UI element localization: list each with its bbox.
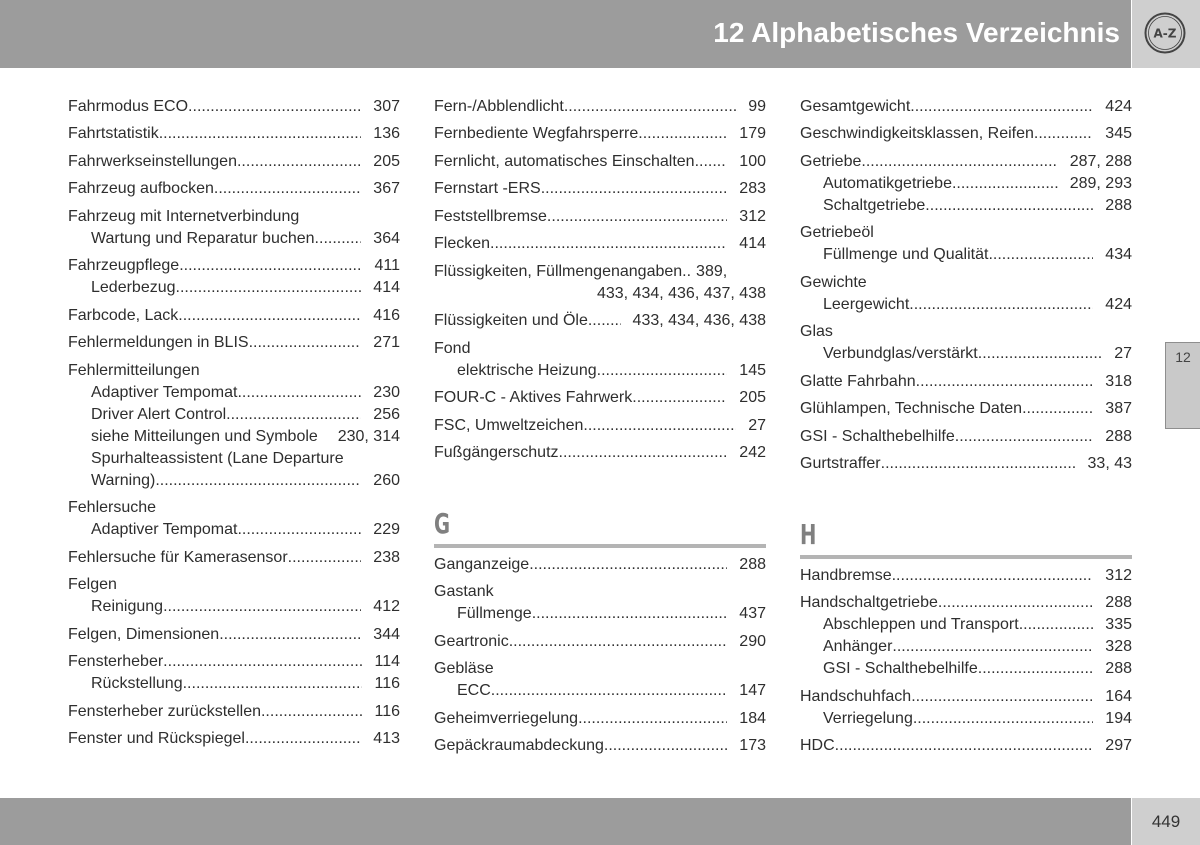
entry-label: Fond [434, 339, 471, 357]
entry-label: Fehlersuche [68, 499, 157, 516]
index-subentry [68, 277, 400, 299]
dot-leader [318, 426, 326, 448]
entry-label: Glühlampen, Technische Daten [800, 400, 1023, 417]
index-entry [68, 497, 400, 519]
entry-pages: 312 [739, 207, 766, 225]
dot-leader [183, 673, 363, 695]
entry-pages: 288 [739, 555, 766, 573]
dot-leader [245, 728, 361, 750]
entry-label: Fenster und Rückspiegel [68, 730, 245, 747]
index-entry [434, 206, 766, 228]
index-entry [68, 206, 400, 228]
entry-label: Fahrtstatistik [68, 125, 159, 142]
a-z-icon-label: A-Z [1153, 26, 1177, 41]
entry-pages: 230 [373, 383, 400, 401]
dot-leader [249, 332, 362, 354]
entry-pages: 289, 293 [1069, 174, 1132, 192]
entry-label: Fußgängerschutz [434, 444, 559, 461]
entry-pages: 335 [1105, 616, 1132, 633]
dot-leader [226, 404, 361, 426]
chapter-header-bar [0, 0, 1131, 68]
entry-label: Adaptiver Tempomat [91, 383, 238, 401]
entry-pages: 99 [748, 97, 766, 115]
entry-pages: 116 [374, 675, 400, 692]
page-number: 449 [1151, 812, 1181, 831]
dot-leader [261, 701, 363, 723]
index-subentry [68, 673, 400, 695]
dot-leader [1019, 614, 1094, 636]
entry-label: Schaltgetriebe [823, 196, 926, 214]
entry-label: Fahrzeug mit Internetverbindung [68, 207, 300, 225]
dot-leader [682, 261, 691, 283]
index-entry [800, 592, 1132, 614]
dot-leader [219, 624, 361, 646]
dot-leader [159, 123, 362, 145]
entry-label: Verriegelung [823, 709, 913, 727]
dot-leader [214, 178, 361, 200]
dot-leader [913, 708, 1093, 730]
entry-label: ECC [457, 682, 491, 699]
entry-pages: 287, 288 [1069, 152, 1132, 170]
entry-pages: 179 [739, 125, 766, 142]
dot-leader [315, 228, 362, 250]
index-entry [68, 574, 400, 596]
entry-label: Fehlermitteilungen [68, 361, 200, 379]
dot-leader [188, 96, 361, 118]
entry-label: Fahrzeug aufbocken [68, 180, 214, 197]
entry-label: siehe Mitteilungen und Symbole [91, 427, 318, 445]
dot-leader [237, 151, 361, 173]
index-subentry [800, 343, 1132, 365]
entry-label: Fahrwerkseinstellungen [68, 152, 237, 170]
entry-pages: 147 [739, 682, 766, 699]
entry-label: Felgen, Dimensionen [68, 625, 220, 643]
entry-pages: 414 [739, 235, 766, 252]
entry-pages: 364 [373, 229, 400, 247]
entry-label: Lederbezug [91, 279, 176, 296]
entry-label: Füllmenge und Qualität [823, 246, 989, 263]
index-entry [434, 415, 766, 437]
dot-leader [509, 631, 728, 653]
entry-pages: 437 [739, 605, 766, 622]
entry-pages: 433, 434, 436, 438 [632, 312, 766, 329]
entry-pages: 288 [1105, 196, 1132, 214]
entry-pages: 271 [373, 334, 400, 351]
index-subentry [800, 614, 1132, 636]
dot-leader [909, 294, 1093, 316]
dot-leader [237, 382, 361, 404]
index-subentry [800, 173, 1132, 195]
entry-label: GSI - Schalthebelhilfe [800, 427, 955, 445]
entry-label: Verbundglas/verstärkt [823, 345, 978, 362]
dot-leader [916, 371, 1094, 393]
entry-label: Füllmenge [457, 605, 532, 622]
entry-pages: 367 [373, 180, 400, 197]
entry-label: Driver Alert Control [91, 405, 227, 423]
dot-leader [163, 596, 361, 618]
dot-leader [892, 636, 1093, 658]
entry-label: Geschwindigkeitsklassen, Reifen [800, 125, 1034, 142]
entry-pages: 164 [1105, 687, 1132, 705]
index-entry [434, 310, 766, 332]
entry-label: Fahrzeugpflege [68, 257, 180, 274]
entry-label: Wartung und Reparatur buchen [91, 229, 315, 247]
index-entry [68, 96, 400, 118]
entry-pages: 116 [374, 702, 400, 720]
index-subentry [68, 426, 400, 448]
index-entry [68, 255, 400, 277]
entry-label: Handschuhfach [800, 687, 912, 705]
entry-pages: 318 [1105, 372, 1132, 390]
dot-leader [861, 151, 1057, 173]
dot-leader [1034, 123, 1093, 145]
index-subentry [800, 636, 1132, 658]
page-number-block [1132, 798, 1200, 845]
index-entry [68, 624, 400, 646]
chapter-side-tab [1165, 342, 1200, 429]
entry-label: Gurtstraffer [800, 455, 881, 472]
entry-pages: 288 [1105, 594, 1132, 611]
a-z-index-icon [1143, 11, 1187, 55]
index-subentry [800, 195, 1132, 217]
entry-pages: 229 [373, 521, 400, 538]
entry-pages: 283 [739, 180, 766, 197]
entry-label: elektrische Heizung [457, 361, 597, 379]
index-entry [68, 178, 400, 200]
dot-leader [178, 305, 361, 327]
index-subentry [434, 603, 766, 625]
entry-pages: 345 [1105, 125, 1132, 142]
entry-label: Spurhalteassistent (Lane Departure [91, 449, 344, 467]
index-entry [434, 658, 766, 680]
index-column-1 [68, 90, 400, 750]
index-entry [68, 305, 400, 327]
dot-leader [910, 96, 1093, 118]
entry-pages: 205 [373, 152, 400, 170]
entry-pages: 238 [373, 548, 400, 566]
dot-leader [604, 735, 727, 757]
index-subentry [434, 680, 766, 702]
entry-label: Gastank [434, 583, 494, 600]
dot-leader [632, 387, 727, 409]
index-entry [800, 686, 1132, 708]
entry-pages: 416 [373, 306, 400, 324]
dot-leader [529, 554, 727, 576]
index-subentry [68, 228, 400, 250]
entry-label: HDC [800, 737, 835, 754]
index-entry [68, 151, 400, 173]
entry-label: Fernlicht, automatisches Einschalten [434, 152, 695, 170]
dot-leader [588, 310, 621, 332]
index-subentry [434, 360, 766, 382]
entry-pages: 288 [1105, 660, 1132, 677]
entry-label: Geheimverriegelung [434, 709, 579, 727]
entry-pages: 242 [739, 444, 766, 461]
dot-leader [1022, 398, 1093, 420]
index-subentry [68, 519, 400, 541]
entry-pages: 290 [739, 632, 766, 650]
entry-label: Flüssigkeiten und Öle [434, 312, 588, 329]
dot-leader [541, 178, 728, 200]
index-entry [68, 547, 400, 569]
dot-leader [925, 195, 1093, 217]
index-column-2 [434, 90, 766, 757]
dot-leader [559, 442, 728, 464]
entry-label: Fensterheber zurückstellen [68, 702, 261, 720]
index-continuation [434, 283, 766, 305]
index-entry [434, 631, 766, 653]
index-entry [800, 321, 1132, 343]
entry-pages: 173 [739, 737, 766, 754]
entry-label: Fehlermeldungen in BLIS [68, 334, 249, 351]
entry-label: Anhänger [823, 638, 893, 655]
index-entry [800, 272, 1132, 294]
section-letter: H [800, 518, 817, 551]
entry-pages: 433, 434, 436, 437, 438 [596, 284, 766, 302]
dot-leader [952, 173, 1058, 195]
entry-pages: 114 [374, 653, 400, 670]
entry-label: Glatte Fahrbahn [800, 372, 916, 390]
entry-pages: 256 [373, 405, 400, 423]
dot-leader [988, 244, 1093, 266]
entry-pages: 145 [739, 361, 766, 379]
dot-leader [881, 453, 1076, 475]
entry-label: Adaptiver Tempomat [91, 521, 238, 538]
chapter-icon-block [1132, 0, 1200, 68]
section-heading-with-rule [434, 509, 766, 548]
index-entry [434, 261, 766, 283]
index-entry [434, 708, 766, 730]
entry-label: Fensterheber [68, 653, 164, 670]
entry-pages: 434 [1105, 246, 1132, 263]
dot-leader [583, 415, 736, 437]
index-entry [68, 360, 400, 382]
entry-pages: 413 [373, 730, 400, 747]
entry-label: Getriebe [800, 152, 862, 170]
entry-label: Gepäckraumabdeckung [434, 737, 604, 754]
entry-pages: 387 [1105, 400, 1132, 417]
dot-leader [547, 206, 727, 228]
index-entry [800, 96, 1132, 118]
entry-label: FSC, Umweltzeichen [434, 416, 584, 434]
entry-pages: 328 [1105, 638, 1132, 655]
index-continuation [68, 470, 400, 492]
entry-pages: 194 [1105, 709, 1132, 727]
index-entry [434, 387, 766, 409]
entry-pages: 297 [1105, 737, 1132, 754]
entry-label: Flüssigkeiten, Füllmengenangaben [434, 262, 683, 280]
entry-label: Farbcode, Lack [68, 306, 179, 324]
entry-pages: 414 [373, 279, 400, 296]
index-entry [434, 123, 766, 145]
index-subentry [68, 448, 400, 470]
section-letter: G [434, 507, 451, 540]
entry-label: Reinigung [91, 598, 164, 615]
entry-label: Fernstart -ERS [434, 180, 541, 197]
entry-pages: 230, 314 [337, 427, 400, 445]
index-entry [800, 565, 1132, 587]
dot-leader [490, 233, 727, 255]
dot-leader [638, 123, 727, 145]
index-subentry [800, 294, 1132, 316]
index-entry [434, 554, 766, 576]
footer-bar [0, 798, 1131, 845]
entry-label: Fehlersuche für Kamerasensor [68, 548, 288, 566]
entry-label: Getriebeöl [800, 224, 874, 241]
entry-pages: 344 [373, 625, 400, 643]
entry-label: FOUR-C - Aktives Fahrwerk [434, 389, 633, 406]
index-subentry [800, 244, 1132, 266]
entry-label: Handschaltgetriebe [800, 594, 938, 611]
index-entry [434, 442, 766, 464]
index-entry [68, 123, 400, 145]
dot-leader [237, 519, 361, 541]
index-subentry [800, 708, 1132, 730]
dot-leader [892, 565, 1094, 587]
index-entry [68, 651, 400, 673]
dot-leader [938, 592, 1093, 614]
dot-leader [163, 651, 362, 673]
entry-pages: 411 [374, 257, 400, 274]
index-subentry [68, 596, 400, 618]
index-entry [800, 735, 1132, 757]
entry-label: Flecken [434, 235, 491, 252]
entry-label: Geartronic [434, 632, 509, 650]
index-entry [800, 151, 1132, 173]
index-subentry [68, 404, 400, 426]
entry-label: Gewichte [800, 273, 867, 291]
entry-pages: 424 [1105, 97, 1132, 115]
entry-label: GSI - Schalthebelhilfe [823, 660, 978, 677]
entry-label: Felgen [68, 576, 117, 593]
entry-pages: 33, 43 [1087, 455, 1132, 472]
index-entry [68, 332, 400, 354]
index-subentry [68, 382, 400, 404]
index-entry [800, 123, 1132, 145]
entry-label: Feststellbremse [434, 207, 547, 225]
dot-leader [835, 735, 1094, 757]
entry-label: Handbremse [800, 566, 892, 584]
chapter-title: 12 Alphabetisches Verzeichnis [713, 17, 1120, 48]
index-entry [434, 178, 766, 200]
dot-leader [695, 151, 728, 173]
entry-label: Abschleppen und Transport [823, 616, 1019, 633]
entry-pages: 260 [373, 471, 400, 489]
entry-pages: 27 [748, 416, 766, 434]
dot-leader [532, 603, 728, 625]
index-entry [434, 735, 766, 757]
dot-leader [564, 96, 736, 118]
dot-leader [578, 708, 727, 730]
index-entry [68, 728, 400, 750]
index-entry [68, 701, 400, 723]
dot-leader [911, 686, 1093, 708]
index-entry [434, 581, 766, 603]
entry-pages: 389, [696, 262, 728, 280]
index-entry [434, 233, 766, 255]
entry-pages: 312 [1105, 566, 1132, 584]
index-entry [434, 151, 766, 173]
entry-label: Fernbediente Wegfahrsperre [434, 125, 639, 142]
entry-pages: 412 [373, 598, 400, 615]
entry-label: Ganganzeige [434, 555, 530, 573]
entry-pages: 136 [373, 125, 400, 142]
entry-label: Rückstellung [91, 675, 183, 692]
entry-label: Automatikgetriebe [823, 174, 952, 192]
entry-pages: 205 [739, 389, 766, 406]
index-column-3 [800, 90, 1132, 757]
index-entry [800, 426, 1132, 448]
dot-leader [491, 680, 728, 702]
entry-label: Fahrmodus ECO [68, 97, 189, 115]
dot-leader [155, 470, 361, 492]
dot-leader [597, 360, 728, 382]
entry-pages: 307 [373, 97, 400, 115]
entry-label: Glas [800, 323, 833, 340]
index-entry [800, 222, 1132, 244]
entry-label: Gesamtgewicht [800, 97, 911, 115]
chapter-tab-label: 12 [1175, 349, 1191, 365]
index-entry [434, 96, 766, 118]
entry-label: Gebläse [434, 660, 494, 677]
dot-leader [288, 547, 362, 569]
dot-leader [179, 255, 362, 277]
dot-leader [176, 277, 362, 299]
entry-label: Fern-/Abblendlicht [434, 97, 564, 115]
index-entry [800, 453, 1132, 475]
dot-leader [955, 426, 1094, 448]
entry-pages: 27 [1114, 345, 1132, 362]
entry-pages: 100 [739, 152, 766, 170]
entry-pages: 184 [739, 709, 766, 727]
entry-pages: 424 [1105, 295, 1132, 313]
dot-leader [978, 658, 1094, 680]
entry-label: Leergewicht [823, 295, 910, 313]
index-entry [800, 398, 1132, 420]
index-entry [800, 371, 1132, 393]
entry-pages: 288 [1105, 427, 1132, 445]
dot-leader [978, 343, 1102, 365]
entry-label: Warning) [91, 471, 156, 489]
index-subentry [800, 658, 1132, 680]
index-entry [434, 338, 766, 360]
section-heading-with-rule [800, 520, 1132, 559]
